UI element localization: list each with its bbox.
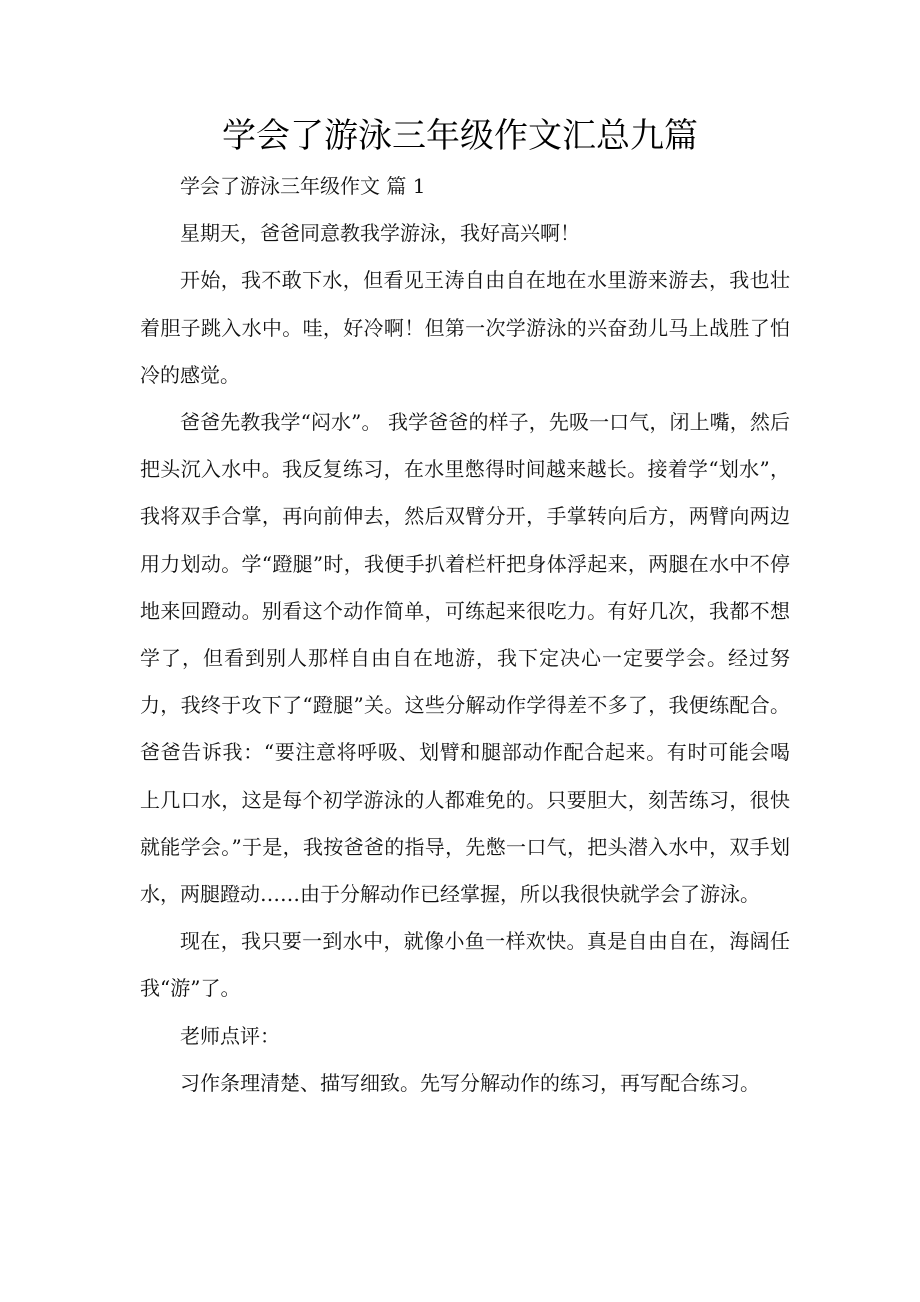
- paragraph: 爸爸先教我学“闷水”。 我学爸爸的样子，先吸一口气，闭上嘴，然后把头沉入水中。我反复练习，在水里憋得时间越来越长。接着学“划水”，我将双手合掌，再向前伸去，然后双臂分开，手掌转向后方，两臂向两边用力划动。学“蹬腿”时，我便手扒着栏杆把身体浮起来，两腿在水中不停地来回蹬动。别看这个动作简单，可练起来很吃力。有好几次，我都不想学了，但看到别人那样自由自在地游，我下定决心一定要学会。经过努力，我终于攻下了“蹬腿”关。这些分解动作学得差不多了，我便练配合。爸爸告诉我：“要注意将呼吸、划臂和腿部动作配合起来。有时可能会喝上几口水，这是每个初学游泳的人都难免的。只要胆大，刻苦练习，很快就能学会。”于是，我按爸爸的指导，先憋一口气，把头潜入水中，双手划水，两腿蹬动……由于分解动作已经掌握，所以我很快就学会了游泳。: [140, 410, 790, 907]
- paragraph: 星期天，爸爸同意教我学游泳，我好高兴啊！: [180, 221, 580, 246]
- paragraph: 现在，我只要一到水中，就像小鱼一样欢快。真是自由自在，海阔任我“游”了。: [140, 929, 790, 1001]
- essay-subtitle: 学会了游泳三年级作文 篇 1: [180, 174, 426, 198]
- teacher-comment-heading: 老师点评：: [180, 1023, 280, 1048]
- document-body: [140, 163, 790, 1107]
- document-title: 学会了游泳三年级作文汇总九篇: [222, 116, 698, 156]
- paragraph: 开始，我不敢下水，但看见王涛自由自在地在水里游来游去，我也壮着胆子跳入水中。哇，好冷啊！但第一次学游泳的兴奋劲儿马上战胜了怕冷的感觉。: [140, 268, 790, 387]
- teacher-comment: 习作条理清楚、描写细致。先写分解动作的练习，再写配合练习。: [180, 1070, 760, 1095]
